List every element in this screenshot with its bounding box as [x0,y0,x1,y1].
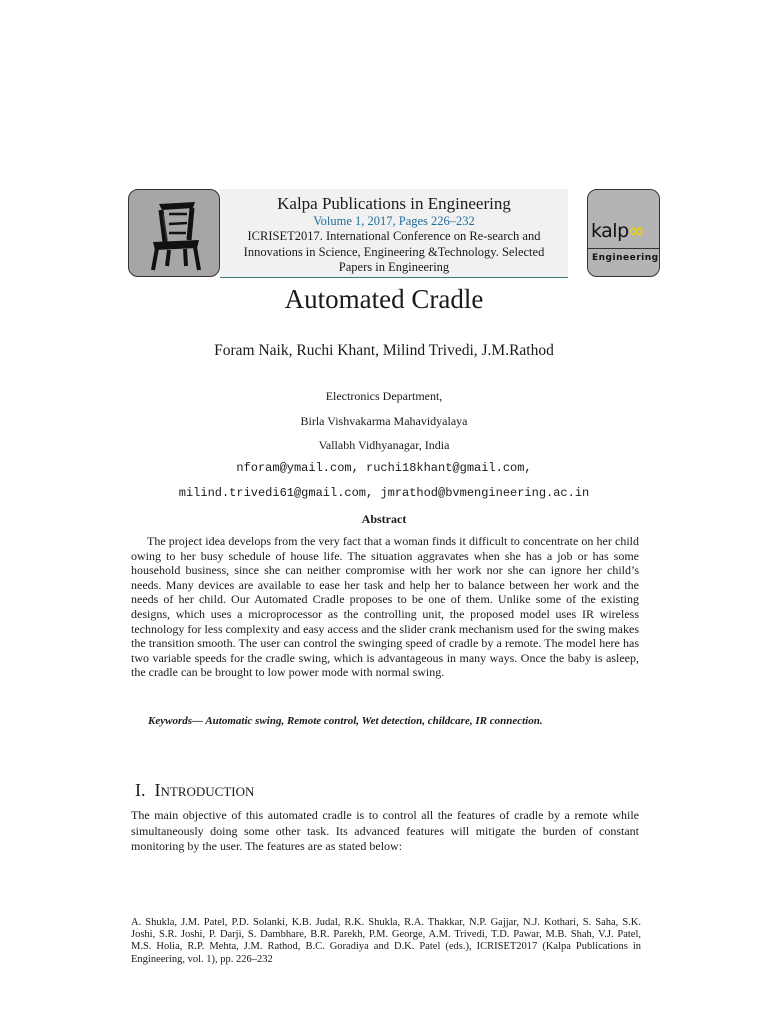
volume-info[interactable]: Volume 1, 2017, Pages 226–232 [313,214,475,228]
affiliation-location: Vallabh Vidhyanagar, India [318,438,450,452]
chair-logo-icon [129,190,220,277]
publication-banner [128,189,660,279]
paper-title: Automated Cradle [284,284,484,314]
affiliation-institution: Birla Vishvakarma Mahavidyalaya [300,414,468,428]
kalpa-wordmark: kalp∞ [591,220,644,242]
logo-divider [588,248,660,249]
chair-logo [128,189,220,277]
infinity-icon: ∞ [628,220,644,242]
introduction-text: The main objective of this automated cradle is to control all the features of cradle by a remote while simultaneously doing some other task. Its advanced features will mitigate the burden of constant monitoring by the user. The features are as stated below: [131,808,639,853]
section-title: Introduction [154,780,255,800]
citation-footer: A. Shukla, J.M. Patel, P.D. Solanki, K.B. Judal, R.K. Shukla, R.A. Thakkar, N.P. Gajjar, N.J. Kothari, S. Saha, S.K. Joshi, S.R. Joshi, P. Darji, S. Dambhare, B.R. Parekh, P.M. George, A.M. Trivedi, T.D. Pawar, M.B. Shah, V.J. Patel, M.S. Holia, R.P. Mehta, J.M. Rathod, B.C. Goradiya and D.K. Patel (eds.), ICRISET2017 (Kalpa Publications in Engineering, vol. 1), pp. 226–232 [131,917,641,965]
section-number: I. [135,780,146,800]
author-emails-line-1[interactable]: nforam@ymail.com, ruchi18khant@gmail.com, [236,461,532,475]
abstract-text: The project idea develops from the very fact that a woman finds it difficult to concentrate on her child owing to her busy schedule of house life. The situation aggravates when she has a job or has some household business, since she can neither compromise with her work nor she can ignore her child’s needs. Many devices are available to ease her task and help her to balance between her work and the needs of her child. Our Automated Cradle proposes to be one of them. Unlike some of the existing designs, which uses a microprocessor as the controlling unit, the proposed model uses IR wireless technology for less complexity and easy access and the slider crank mechanism used for the swing makes the transition smooth. The user can control the swinging speed of cradle by a remote. The model here has two variable speeds for the cradle swing, which is advantageous in many ways. Once the baby is asleep, the cradle can be brought to low power mode with normal swing. [131,534,639,680]
paper-authors: Foram Naik, Ruchi Khant, Milind Trivedi, J.M.Rathod [214,342,554,359]
banner-text [220,189,568,276]
kalpa-engineering-logo [587,189,660,277]
abstract-heading: Abstract [361,512,407,526]
logo-subtitle: Engineering [592,253,659,263]
conference-info: ICRISET2017. International Conference on Re-search and Innovations in Science, Engineering &Technology. Selected Papers in Engineering [243,229,545,274]
keywords: Keywords— Automatic swing, Remote control, Wet detection, childcare, IR connection. [148,715,543,727]
section-heading [135,780,254,801]
author-emails-line-2[interactable]: milind.trivedi61@gmail.com, jmrathod@bvmengineering.ac.in [178,486,590,500]
affiliation-department: Electronics Department, [325,389,443,403]
publisher-name: Kalpa Publications in Engineering [277,194,511,213]
